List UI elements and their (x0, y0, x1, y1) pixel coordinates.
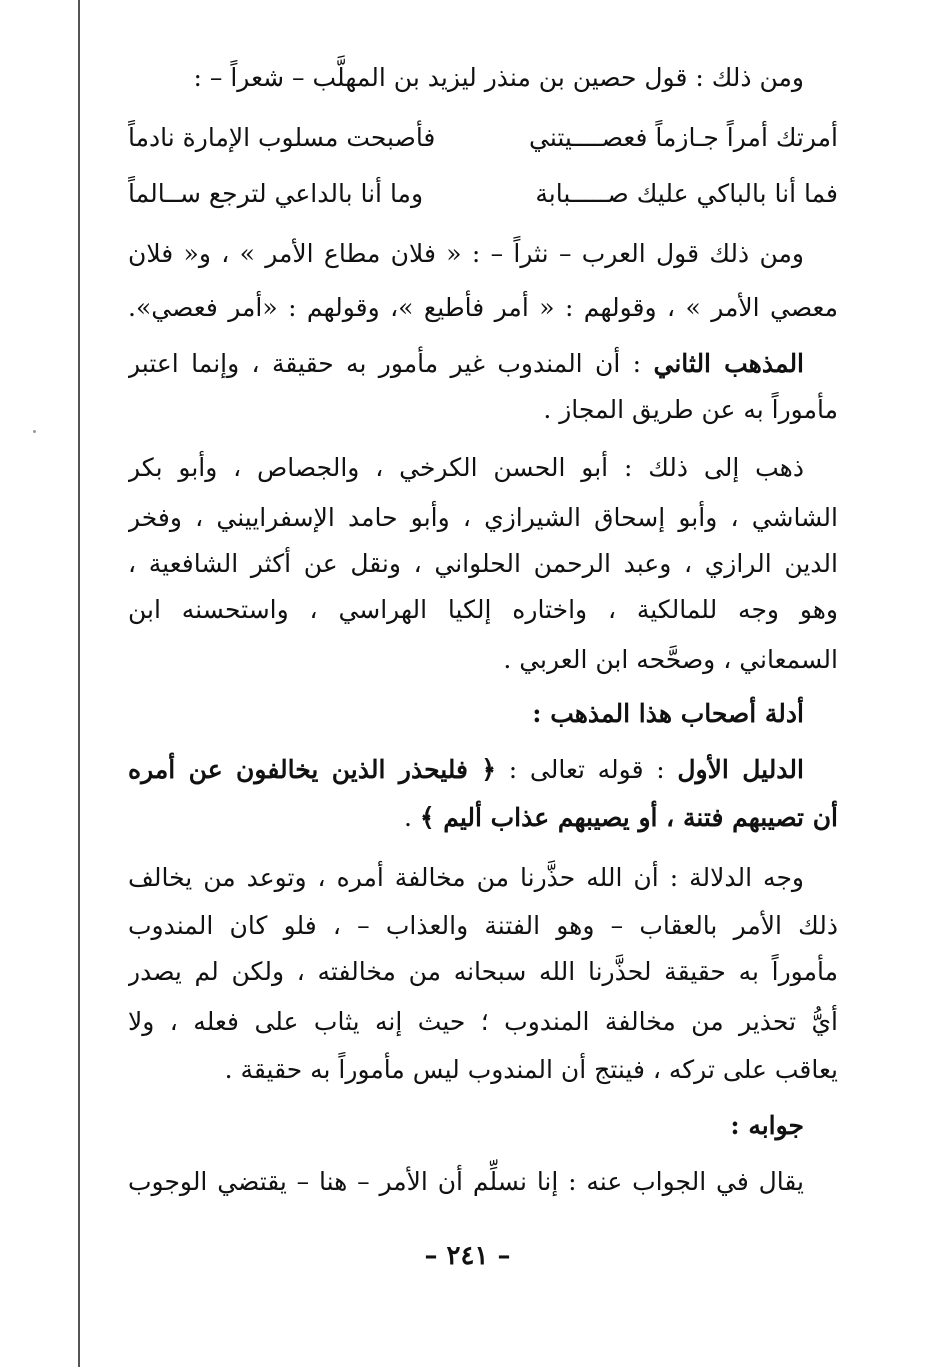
line-text: . (403, 803, 420, 832)
text-line (128, 1154, 838, 1210)
quran-quote: أن تصيبهم فتنة ، أو يصيبهم عذاب أليم ﴾ (419, 803, 838, 832)
line-text: الدين الرازي ، وعبد الرحمن الحلواني ، ونقل عن أكثر الشافعية ، (128, 549, 838, 578)
line-text: ذلك الأمر بالعقاب – وهو الفتنة والعذاب – ، فلو كان المندوب (128, 911, 838, 940)
text-line (128, 790, 838, 846)
section-heading: المذهب الثاني (653, 349, 805, 378)
text-line (128, 632, 838, 688)
line-text: : قوله تعالى : (496, 755, 678, 784)
verse-first-hemistich: فما أنا بالباكي عليك صـــــبابة (535, 179, 838, 208)
text-line (128, 944, 838, 1000)
quran-quote: ﴿ فليحذر الذين يخالفون عن أمره (128, 755, 497, 784)
line-text: وهو وجه للمالكية ، واختاره إلكيا الهراسي ، واستحسنه ابن (128, 595, 838, 624)
line-text: مأموراً به عن طريق المجاز . (543, 395, 838, 424)
line-text: أيُّ تحذير من مخالفة المندوب ؛ حيث إنه يثاب على فعله ، ولا (128, 1007, 838, 1036)
line-text: الشاشي ، وأبو إسحاق الشيرازي ، وأبو حامد الإسفراييني ، وفخر (128, 503, 838, 532)
page-number: – ٢٤١ – (424, 1241, 511, 1271)
line-text: يعاقب على تركه ، فينتج أن المندوب ليس مأموراً به حقيقة . (224, 1055, 838, 1084)
line-text: ذهب إلى ذلك : أبو الحسن الكرخي ، والجصاص ، وأبو بكر (128, 453, 804, 482)
section-heading (128, 686, 838, 742)
verse-second-hemistich: فأصبحت مسلوب الإمارة نادماً (128, 123, 436, 152)
text-line (128, 1042, 838, 1098)
section-heading (128, 1098, 838, 1154)
line-text: يقال في الجواب عنه : إنا نسلِّم أن الأمر – هنا – يقتضي الوجوب (128, 1167, 804, 1196)
text-line (128, 382, 838, 438)
text-line (128, 280, 838, 336)
line-text: معصي الأمر » ، وقولهم : « أمر فأطيع »، وقولهم : «أمر فعصي». (128, 293, 838, 322)
text-line (128, 226, 838, 282)
line-text: ومن ذلك : قول حصين بن منذر ليزيد بن المهلَّب – شعراً – : (193, 63, 804, 92)
text-line (128, 440, 838, 496)
scan-speck (33, 430, 36, 433)
evidence-heading: الدليل الأول (677, 755, 804, 784)
text-column (128, 0, 838, 1367)
text-line (128, 582, 838, 638)
line-text: مأموراً به حقيقة لحذَّرنا الله سبحانه من مخالفته ، ولكن لم يصدر (128, 957, 838, 986)
heading-text: جوابه : (730, 1111, 804, 1140)
line-text: وجه الدلالة : أن الله حذَّرنا من مخالفة أمره ، وتوعد من يخالف (128, 863, 804, 892)
poem-verse-line (128, 166, 838, 222)
line-text: : أن المندوب غير مأمور به حقيقة ، وإنما اعتبر (128, 349, 654, 378)
poem-verse-line (128, 110, 838, 166)
verse-first-hemistich: أمرتك أمراً جـازماً فعصــــيتني (528, 123, 838, 152)
line-text: السمعاني ، وصحَّحه ابن العربي . (503, 645, 838, 674)
binding-margin-line (78, 0, 80, 1367)
line-text: ومن ذلك قول العرب – نثراً – : « فلان مطاع الأمر » ، و« فلان (128, 239, 804, 268)
text-line (128, 50, 838, 106)
heading-text: أدلة أصحاب هذا المذهب : (532, 699, 804, 728)
verse-second-hemistich: وما أنا بالداعي لترجع ســالماً (128, 179, 424, 208)
